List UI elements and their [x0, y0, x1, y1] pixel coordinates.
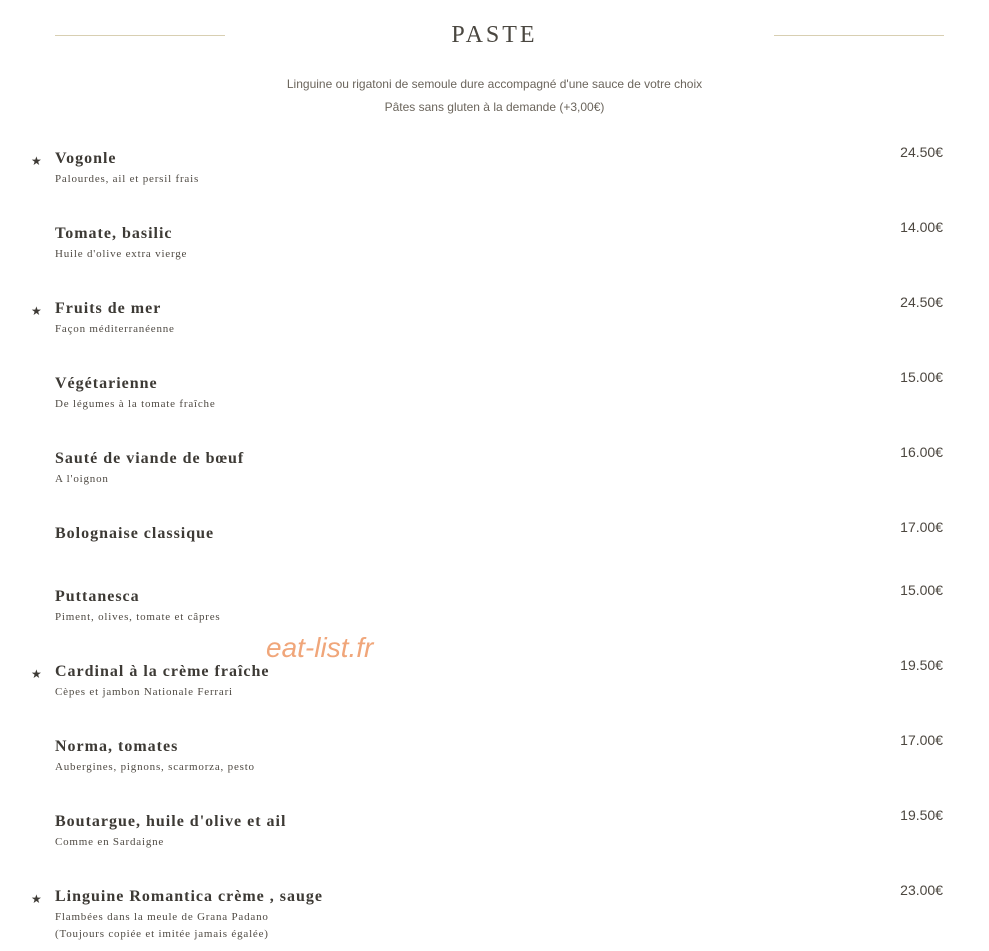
menu-item — [0, 657, 989, 723]
item-price: 24.50€ — [900, 294, 943, 310]
menu-item — [0, 732, 989, 798]
item-name: Tomate, basilic — [55, 225, 173, 242]
item-description: De légumes à la tomate fraîche — [55, 398, 216, 410]
star-icon: ★ — [31, 667, 42, 681]
item-name: Cardinal à la crème fraîche — [55, 663, 270, 680]
menu-item — [0, 444, 989, 510]
item-description: Huile d'olive extra vierge — [55, 248, 188, 260]
item-description: A l'oignon — [55, 473, 109, 485]
item-price: 19.50€ — [900, 807, 943, 823]
item-description: Piment, olives, tomate et câpres — [55, 611, 221, 623]
menu-item — [0, 519, 989, 585]
item-price: 17.00€ — [900, 732, 943, 748]
item-price: 16.00€ — [900, 444, 943, 460]
item-price: 17.00€ — [900, 519, 943, 535]
star-icon: ★ — [31, 304, 42, 318]
item-description: Palourdes, ail et persil frais — [55, 173, 200, 185]
item-name: Vogonle — [55, 150, 117, 167]
item-name: Puttanesca — [55, 588, 140, 605]
item-description: Façon méditerranéenne — [55, 323, 175, 335]
star-icon: ★ — [31, 892, 42, 906]
item-name: Végétarienne — [55, 375, 158, 392]
item-price: 23.00€ — [900, 882, 943, 898]
item-name: Boutargue, huile d'olive et ail — [55, 813, 287, 830]
intro-line-2: Pâtes sans gluten à la demande (+3,00€) — [384, 100, 605, 114]
watermark: eat-list.fr — [266, 632, 374, 663]
item-name: Bolognaise classique — [55, 525, 215, 542]
menu-item — [0, 582, 989, 648]
item-name: Fruits de mer — [55, 300, 162, 317]
item-description: Comme en Sardaigne — [55, 836, 165, 848]
menu-item — [0, 807, 989, 873]
item-price: 24.50€ — [900, 144, 943, 160]
menu-item — [0, 882, 989, 948]
menu-item — [0, 219, 989, 285]
star-icon: ★ — [31, 154, 42, 168]
item-description-line-2: (Toujours copiée et imitée jamais égalée) — [55, 928, 269, 940]
item-price: 19.50€ — [900, 657, 943, 673]
intro-line-1: Linguine ou rigatoni de semoule dure accompagné d'une sauce de votre choix — [286, 77, 703, 91]
item-description-line-1: Flambées dans la meule de Grana Padano — [55, 911, 269, 923]
item-price: 15.00€ — [900, 369, 943, 385]
item-description: Aubergines, pignons, scarmorza, pesto — [55, 761, 255, 773]
menu-item — [0, 369, 989, 435]
item-name: Sauté de viande de bœuf — [55, 450, 245, 467]
item-name: Linguine Romantica crème , sauge — [55, 888, 323, 905]
item-description — [55, 909, 269, 943]
menu-item — [0, 294, 989, 360]
item-description: Cèpes et jambon Nationale Ferrari — [55, 686, 233, 698]
section-title: PASTE — [451, 22, 538, 48]
menu-item — [0, 144, 989, 210]
item-price: 15.00€ — [900, 582, 943, 598]
item-price: 14.00€ — [900, 219, 943, 235]
item-name: Norma, tomates — [55, 738, 179, 755]
